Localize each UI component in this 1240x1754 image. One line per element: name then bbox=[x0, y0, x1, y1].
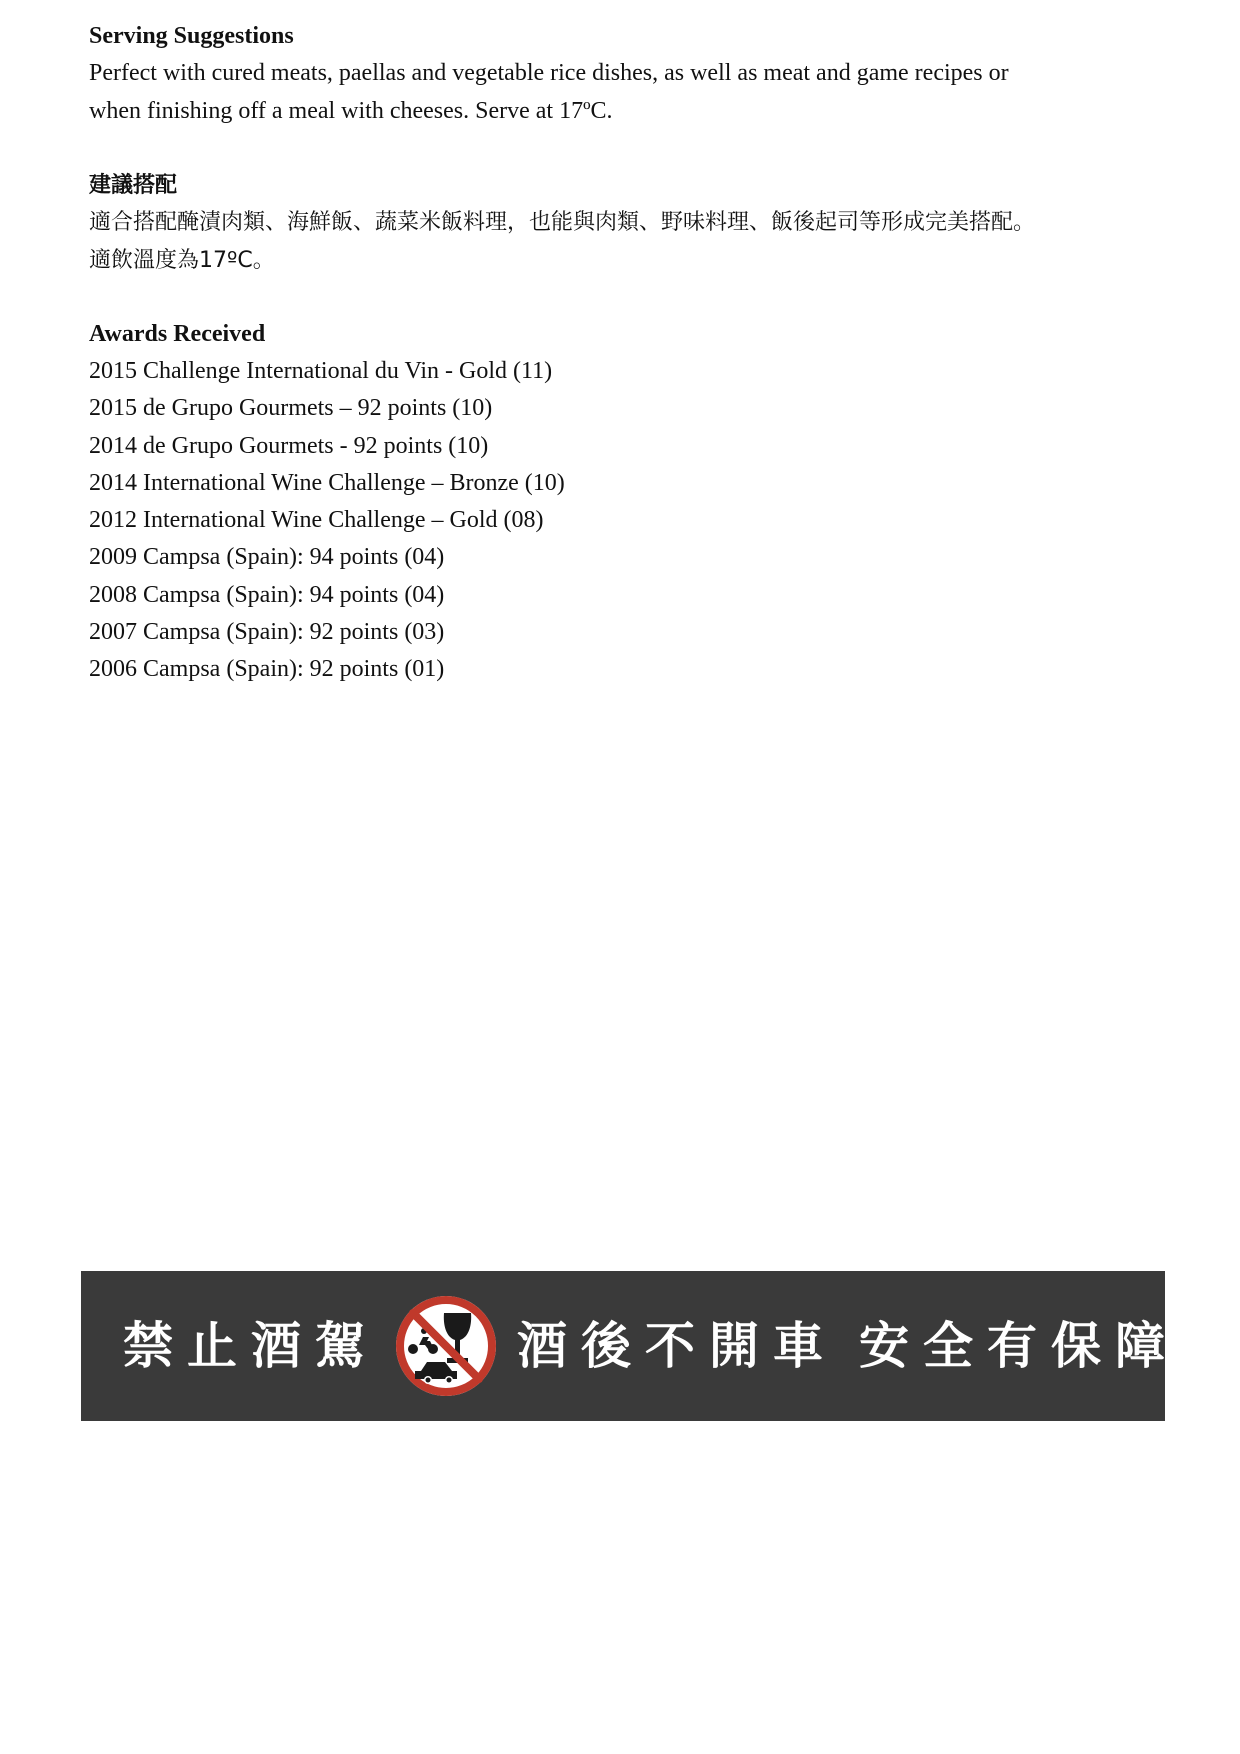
serving-zh-line-1: 適合搭配醃漬肉類、海鮮飯、蔬菜米飯料理，也能與肉類、野味料理、飯後起司等形成完美搭配。 bbox=[89, 210, 1036, 235]
award-item: 2012 International Wine Challenge – Gold (08) bbox=[89, 507, 544, 534]
awards-heading: Awards Received bbox=[89, 321, 266, 347]
no-drink-driving-icon bbox=[391, 1291, 501, 1401]
serving-line-2: when finishing off a meal with cheeses. Serve at 17ºC. bbox=[89, 97, 613, 124]
award-item: 2014 de Grupo Gourmets - 92 points (10) bbox=[89, 432, 489, 459]
serving-heading: Serving Suggestions bbox=[89, 23, 294, 49]
award-item: 2015 Challenge International du Vin - Gold (11) bbox=[89, 358, 553, 384]
award-item: 2007 Campsa (Spain): 92 points (03) bbox=[89, 619, 445, 646]
award-item: 2006 Campsa (Spain): 92 points (01) bbox=[89, 656, 445, 683]
banner-left-text: 禁止酒駕 bbox=[123, 1317, 379, 1375]
banner-right-text bbox=[517, 1317, 1179, 1375]
awards-list bbox=[89, 353, 1169, 689]
banner-right-text-1: 酒後不開車 bbox=[517, 1317, 837, 1375]
page-content bbox=[89, 18, 1169, 689]
award-item: 2009 Campsa (Spain): 94 points (04) bbox=[89, 544, 445, 571]
award-item: 2014 International Wine Challenge – Bronze (10) bbox=[89, 469, 565, 496]
no-drink-driving-banner bbox=[81, 1271, 1179, 1421]
award-item: 2015 de Grupo Gourmets – 92 points (10) bbox=[89, 395, 493, 422]
section-spacer bbox=[89, 279, 1169, 316]
serving-zh-line-2: 適飲溫度為17ºC。 bbox=[89, 247, 275, 273]
section-spacer bbox=[89, 130, 1169, 167]
banner-right-text-2: 安全有保障 bbox=[859, 1317, 1179, 1375]
serving-zh-heading: 建議搭配 bbox=[89, 173, 178, 198]
serving-line-1: Perfect with cured meats, paellas and vegetable rice dishes, as well as meat and game recipes or bbox=[89, 60, 1009, 86]
award-item: 2008 Campsa (Spain): 94 points (04) bbox=[89, 581, 445, 608]
